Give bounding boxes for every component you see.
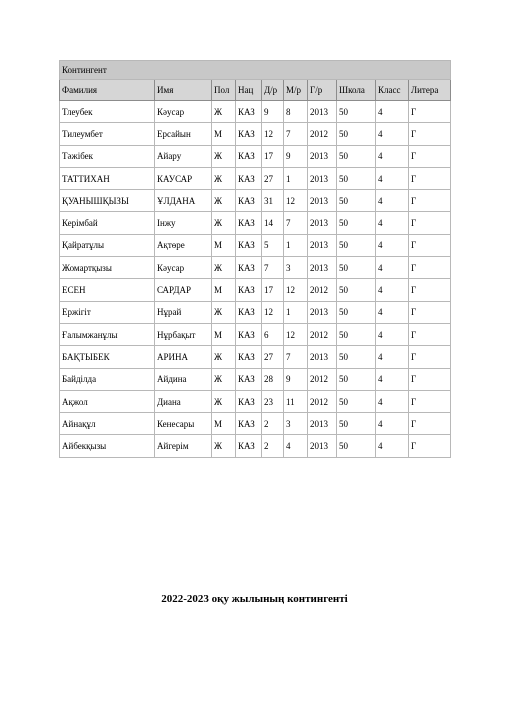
table-cell: 5 bbox=[262, 234, 284, 256]
table-cell: 28 bbox=[262, 368, 284, 390]
table-cell: 3 bbox=[284, 257, 308, 279]
table-cell: Ж bbox=[212, 435, 236, 457]
table-cell: Ақтөре bbox=[155, 234, 212, 256]
table-cell: Інжу bbox=[155, 212, 212, 234]
table-header-row bbox=[60, 80, 451, 101]
table-cell: САРДАР bbox=[155, 279, 212, 301]
table-cell: 50 bbox=[337, 123, 376, 145]
table-row bbox=[60, 257, 451, 279]
table-cell: Г bbox=[409, 368, 451, 390]
table-cell: 14 bbox=[262, 212, 284, 234]
table-cell: КАЗ bbox=[236, 257, 262, 279]
table-cell: 2012 bbox=[308, 390, 337, 412]
table-cell: Айгерім bbox=[155, 435, 212, 457]
table-cell: Г bbox=[409, 323, 451, 345]
table-cell: Айару bbox=[155, 145, 212, 167]
table-cell: БАҚТЫБЕК bbox=[60, 346, 155, 368]
table-cell: 9 bbox=[262, 101, 284, 123]
table-cell: 7 bbox=[284, 346, 308, 368]
table-cell: КАЗ bbox=[236, 323, 262, 345]
table-cell: 12 bbox=[262, 301, 284, 323]
table-cell: 2013 bbox=[308, 346, 337, 368]
table-cell: 4 bbox=[376, 257, 409, 279]
table-cell: 17 bbox=[262, 279, 284, 301]
table-cell: КАЗ bbox=[236, 167, 262, 189]
table-cell: 4 bbox=[376, 323, 409, 345]
table-cell: 4 bbox=[376, 301, 409, 323]
table-cell: 7 bbox=[262, 257, 284, 279]
column-header: Школа bbox=[337, 80, 376, 101]
table-cell: 8 bbox=[284, 101, 308, 123]
table-cell: 12 bbox=[284, 279, 308, 301]
column-header: Пол bbox=[212, 80, 236, 101]
column-header: Имя bbox=[155, 80, 212, 101]
table-cell: КАЗ bbox=[236, 346, 262, 368]
table-cell: 50 bbox=[337, 279, 376, 301]
table-cell: 50 bbox=[337, 390, 376, 412]
table-cell: 2012 bbox=[308, 123, 337, 145]
table-cell: 2 bbox=[262, 413, 284, 435]
table-cell: Ж bbox=[212, 167, 236, 189]
table-cell: 2013 bbox=[308, 301, 337, 323]
column-header: Фамилия bbox=[60, 80, 155, 101]
table-cell: 31 bbox=[262, 190, 284, 212]
table-cell: 50 bbox=[337, 368, 376, 390]
table-cell: 2012 bbox=[308, 279, 337, 301]
table-cell: Ж bbox=[212, 390, 236, 412]
table-cell: КАЗ bbox=[236, 301, 262, 323]
table-cell: 7 bbox=[284, 212, 308, 234]
table-cell: Ж bbox=[212, 190, 236, 212]
table-cell: 9 bbox=[284, 145, 308, 167]
table-cell: 50 bbox=[337, 101, 376, 123]
table-cell: Тилеумбет bbox=[60, 123, 155, 145]
table-cell: 2013 bbox=[308, 413, 337, 435]
table-cell: Г bbox=[409, 167, 451, 189]
table-cell: Г bbox=[409, 145, 451, 167]
table-cell: 4 bbox=[376, 190, 409, 212]
table-cell: 12 bbox=[284, 190, 308, 212]
table-cell: Айдина bbox=[155, 368, 212, 390]
table-cell: 12 bbox=[262, 123, 284, 145]
table-cell: 2013 bbox=[308, 101, 337, 123]
table-row bbox=[60, 279, 451, 301]
table-cell: М bbox=[212, 323, 236, 345]
table-cell: 2 bbox=[262, 435, 284, 457]
table-cell: 23 bbox=[262, 390, 284, 412]
table-cell: 50 bbox=[337, 257, 376, 279]
table-cell: КАУСАР bbox=[155, 167, 212, 189]
table-row bbox=[60, 390, 451, 412]
table-cell: 4 bbox=[376, 212, 409, 234]
column-header: Нац bbox=[236, 80, 262, 101]
table-cell: АРИНА bbox=[155, 346, 212, 368]
table-cell: Нұрбақыт bbox=[155, 323, 212, 345]
table-cell: ЕСЕН bbox=[60, 279, 155, 301]
table-cell: 2013 bbox=[308, 212, 337, 234]
table-cell: 2013 bbox=[308, 145, 337, 167]
table-cell: Тәжібек bbox=[60, 145, 155, 167]
table-cell: 4 bbox=[284, 435, 308, 457]
table-cell: Байділда bbox=[60, 368, 155, 390]
table-cell: КАЗ bbox=[236, 101, 262, 123]
table-body bbox=[60, 61, 451, 458]
table-caption-row bbox=[60, 61, 451, 80]
table-row bbox=[60, 123, 451, 145]
table-cell: Қайратұлы bbox=[60, 234, 155, 256]
table-cell: 12 bbox=[284, 323, 308, 345]
table-cell: Диана bbox=[155, 390, 212, 412]
column-header: Г/р bbox=[308, 80, 337, 101]
table-cell: 17 bbox=[262, 145, 284, 167]
table-cell: 4 bbox=[376, 234, 409, 256]
table-cell: 11 bbox=[284, 390, 308, 412]
table-cell: Ж bbox=[212, 145, 236, 167]
table-row bbox=[60, 301, 451, 323]
table-row bbox=[60, 435, 451, 457]
table-cell: 4 bbox=[376, 167, 409, 189]
table-cell: Г bbox=[409, 190, 451, 212]
table-cell: 3 bbox=[284, 413, 308, 435]
table-row bbox=[60, 167, 451, 189]
contingent-table bbox=[59, 60, 451, 458]
table-cell: М bbox=[212, 234, 236, 256]
table-cell: 50 bbox=[337, 190, 376, 212]
table-cell: М bbox=[212, 413, 236, 435]
table-cell: КАЗ bbox=[236, 145, 262, 167]
table-row bbox=[60, 346, 451, 368]
table-cell: 2013 bbox=[308, 190, 337, 212]
table-cell: Ж bbox=[212, 346, 236, 368]
table-cell: 4 bbox=[376, 279, 409, 301]
table-cell: КАЗ bbox=[236, 234, 262, 256]
table-cell: 50 bbox=[337, 323, 376, 345]
table-cell: 7 bbox=[284, 123, 308, 145]
table-cell: 4 bbox=[376, 413, 409, 435]
table-cell: 2012 bbox=[308, 368, 337, 390]
table-cell: 50 bbox=[337, 212, 376, 234]
table-cell: 1 bbox=[284, 301, 308, 323]
table-row bbox=[60, 101, 451, 123]
column-header: Д/р bbox=[262, 80, 284, 101]
table-cell: ТАТТИХАН bbox=[60, 167, 155, 189]
table-cell: Ерсайын bbox=[155, 123, 212, 145]
table-cell: 2013 bbox=[308, 167, 337, 189]
table-cell: 2012 bbox=[308, 323, 337, 345]
table-cell: 6 bbox=[262, 323, 284, 345]
table-cell: 50 bbox=[337, 234, 376, 256]
table-cell: КАЗ bbox=[236, 390, 262, 412]
table-cell: Г bbox=[409, 234, 451, 256]
table-cell: Ақжол bbox=[60, 390, 155, 412]
table-cell: Айбекқызы bbox=[60, 435, 155, 457]
table-cell: Кенесары bbox=[155, 413, 212, 435]
table-cell: 27 bbox=[262, 346, 284, 368]
table-cell: ҚУАНЫШҚЫЗЫ bbox=[60, 190, 155, 212]
table-cell: Ж bbox=[212, 301, 236, 323]
table-cell: Г bbox=[409, 301, 451, 323]
table-cell: КАЗ bbox=[236, 435, 262, 457]
table-cell: 50 bbox=[337, 145, 376, 167]
table-row bbox=[60, 234, 451, 256]
table-cell: КАЗ bbox=[236, 368, 262, 390]
table-cell: 4 bbox=[376, 390, 409, 412]
table-cell: М bbox=[212, 279, 236, 301]
table-row bbox=[60, 212, 451, 234]
table-cell: Г bbox=[409, 212, 451, 234]
table-cell: Г bbox=[409, 390, 451, 412]
table-cell: Г bbox=[409, 346, 451, 368]
table-cell: Г bbox=[409, 257, 451, 279]
table-row bbox=[60, 145, 451, 167]
table-cell: КАЗ bbox=[236, 413, 262, 435]
column-header: М/р bbox=[284, 80, 308, 101]
table-cell: Г bbox=[409, 435, 451, 457]
table-cell: Ержігіт bbox=[60, 301, 155, 323]
table-cell: 4 bbox=[376, 123, 409, 145]
table-cell: Г bbox=[409, 101, 451, 123]
table-cell: Керімбай bbox=[60, 212, 155, 234]
table-cell: 4 bbox=[376, 101, 409, 123]
table-cell: 9 bbox=[284, 368, 308, 390]
table-cell: Ж bbox=[212, 212, 236, 234]
table-cell: 2013 bbox=[308, 435, 337, 457]
table-cell: 50 bbox=[337, 346, 376, 368]
table-cell: Айнақұл bbox=[60, 413, 155, 435]
column-header: Класс bbox=[376, 80, 409, 101]
table-caption: Контингент bbox=[60, 61, 451, 80]
table-cell: 4 bbox=[376, 368, 409, 390]
table-cell: 50 bbox=[337, 435, 376, 457]
column-header: Литера bbox=[409, 80, 451, 101]
table-cell: Тлеубек bbox=[60, 101, 155, 123]
table-cell: Нұрай bbox=[155, 301, 212, 323]
table-cell: Кәусар bbox=[155, 101, 212, 123]
table-cell: Жомартқызы bbox=[60, 257, 155, 279]
table-cell: 50 bbox=[337, 167, 376, 189]
table-cell: 2013 bbox=[308, 234, 337, 256]
table-cell: 1 bbox=[284, 167, 308, 189]
table-cell: 4 bbox=[376, 346, 409, 368]
table-cell: 50 bbox=[337, 301, 376, 323]
table-cell: 1 bbox=[284, 234, 308, 256]
table-cell: Ж bbox=[212, 257, 236, 279]
table-row bbox=[60, 413, 451, 435]
table-cell: 50 bbox=[337, 413, 376, 435]
table-row bbox=[60, 368, 451, 390]
table-cell: 27 bbox=[262, 167, 284, 189]
table-cell: М bbox=[212, 123, 236, 145]
table-cell: 4 bbox=[376, 435, 409, 457]
table-cell: КАЗ bbox=[236, 190, 262, 212]
table-cell: Ж bbox=[212, 368, 236, 390]
document-title: 2022-2023 оқу жылының контингенті bbox=[161, 593, 348, 605]
table-cell: КАЗ bbox=[236, 123, 262, 145]
table-cell: 2013 bbox=[308, 257, 337, 279]
table-cell: ҰЛДАНА bbox=[155, 190, 212, 212]
table-cell: Г bbox=[409, 413, 451, 435]
table-cell: КАЗ bbox=[236, 279, 262, 301]
table-cell: Г bbox=[409, 279, 451, 301]
table-cell: КАЗ bbox=[236, 212, 262, 234]
table-cell: Г bbox=[409, 123, 451, 145]
table-row bbox=[60, 190, 451, 212]
table-cell: Ғалымжанұлы bbox=[60, 323, 155, 345]
table-cell: Кәусар bbox=[155, 257, 212, 279]
table-cell: 4 bbox=[376, 145, 409, 167]
table-cell: Ж bbox=[212, 101, 236, 123]
table-row bbox=[60, 323, 451, 345]
